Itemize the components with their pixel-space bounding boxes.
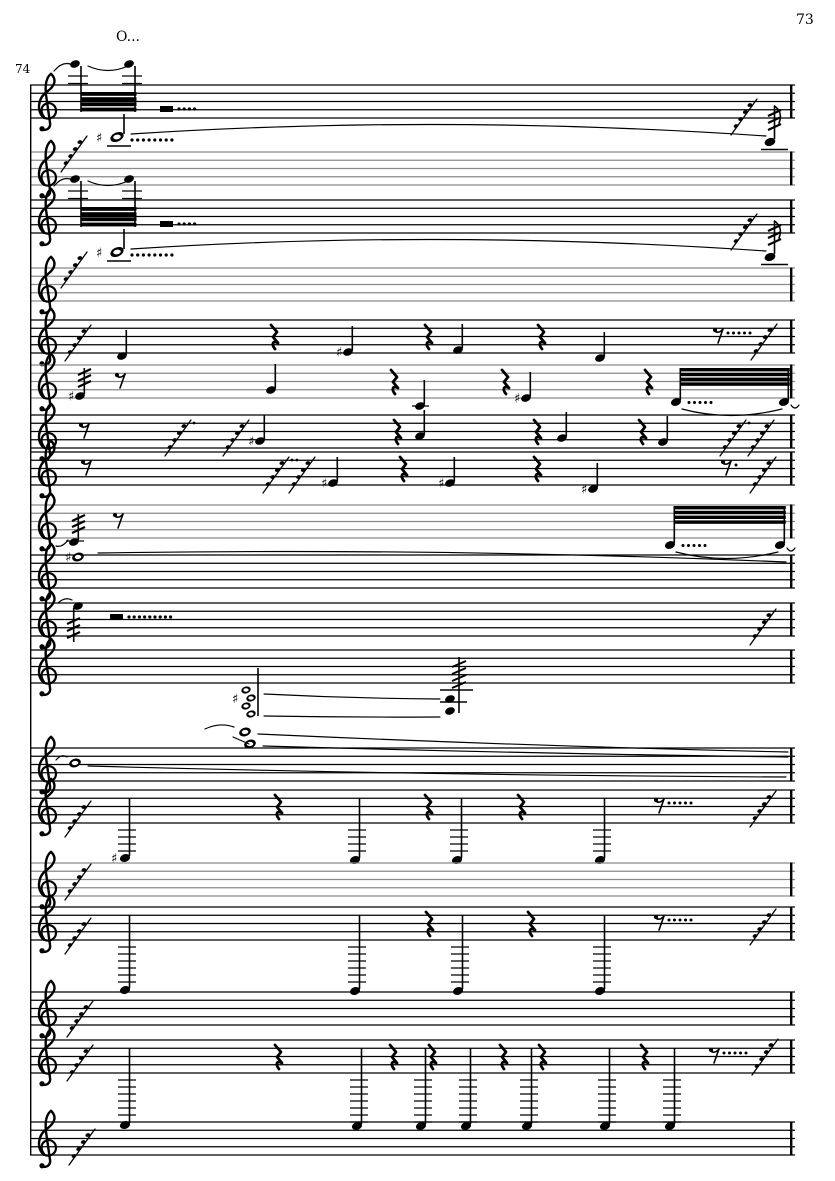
right-barline	[790, 555, 792, 589]
sharp-accidental: ♯	[514, 391, 521, 407]
phrase-end-tremolo-note	[731, 214, 788, 265]
staff-18	[30, 1029, 795, 1132]
sharp-accidental: ♯	[96, 131, 103, 146]
right-barline	[790, 907, 792, 941]
eighth-rest	[721, 460, 738, 475]
sharp-accidental: ♯	[336, 345, 343, 361]
low-cluster-note	[348, 798, 366, 865]
sharp-accidental: ♯	[68, 389, 75, 405]
low-cluster-note	[118, 1048, 136, 1130]
staff-7	[30, 404, 795, 462]
treble-clef-icon	[39, 141, 56, 199]
grace-run	[751, 324, 777, 360]
quarter-note	[321, 457, 339, 492]
multirest-abbreviation	[160, 221, 196, 227]
right-barline	[790, 415, 792, 449]
sharp-accidental: ♯	[111, 851, 118, 867]
phrase-end-tremolo-note	[731, 99, 788, 150]
low-cluster-note	[593, 915, 611, 996]
eighth-rest	[79, 423, 89, 438]
right-barline	[790, 85, 792, 119]
measure-number: 74	[15, 62, 31, 76]
system-barline	[30, 85, 31, 1155]
cluster-chord	[232, 668, 258, 719]
low-cluster-note	[451, 915, 469, 996]
right-barline	[790, 790, 792, 824]
low-cluster-note	[459, 1048, 477, 1131]
eighth-rest	[654, 798, 693, 813]
staff-14	[30, 779, 795, 867]
staff-12	[30, 639, 795, 757]
treble-clef-icon	[39, 779, 56, 837]
staff-16	[30, 896, 795, 997]
right-barline	[790, 863, 792, 897]
low-cluster-note	[520, 1048, 538, 1131]
treble-clef-icon	[39, 257, 56, 315]
quarter-note	[438, 457, 456, 492]
right-barline	[790, 200, 792, 234]
staff-10	[30, 544, 795, 602]
slur-line	[264, 694, 440, 699]
eighth-rest	[713, 328, 752, 343]
right-barline	[790, 992, 792, 1026]
quarter-note	[556, 412, 568, 443]
grace-run	[65, 864, 91, 900]
staff-9	[30, 494, 795, 559]
treble-clef-icon	[39, 1111, 56, 1169]
low-cluster-note	[350, 1048, 368, 1131]
grace-run	[61, 136, 87, 172]
tremolo-note	[66, 514, 85, 547]
low-cluster-note	[593, 798, 611, 865]
low-cluster-note	[598, 1048, 616, 1131]
slur-line	[258, 734, 788, 752]
slur-line	[88, 766, 786, 777]
staff-3	[30, 174, 795, 265]
right-barline	[790, 452, 792, 486]
staff-13	[30, 737, 795, 795]
treble-clef-icon	[39, 74, 56, 132]
right-barline	[790, 505, 792, 539]
eighth-rest	[113, 513, 123, 528]
right-barline	[790, 268, 792, 302]
quarter-note	[265, 364, 277, 395]
sharp-accidental: ♯	[232, 692, 239, 707]
grace-run	[720, 420, 750, 456]
grace-run	[750, 457, 776, 493]
slur-line	[264, 716, 440, 717]
eighth-rest	[115, 373, 125, 388]
staff-19	[30, 1111, 795, 1169]
grace-run	[748, 420, 774, 456]
beamed-tremolo-group	[670, 368, 799, 416]
grace-run	[67, 1045, 93, 1081]
staff-15	[30, 852, 795, 910]
staff-17	[30, 981, 795, 1039]
grace-run	[67, 1001, 93, 1037]
sharp-accidental: ♯	[96, 246, 103, 261]
treble-clef-icon	[39, 981, 56, 1039]
half-note-laissez-vibrer	[96, 229, 766, 261]
grace-run	[165, 420, 195, 456]
grace-run	[65, 325, 91, 361]
staff-1	[30, 59, 795, 150]
whole-note	[238, 726, 252, 738]
low-cluster-note	[663, 1048, 681, 1131]
staff-6	[30, 354, 799, 416]
right-barline	[790, 1122, 792, 1156]
tie	[54, 63, 70, 71]
right-barline	[790, 320, 792, 354]
low-cluster-note	[414, 1048, 432, 1131]
grace-run	[289, 457, 315, 493]
grace-run	[223, 420, 249, 456]
quarter-note	[336, 326, 354, 361]
half-note-laissez-vibrer	[96, 114, 766, 146]
staff-11	[30, 592, 795, 650]
staff-2	[30, 136, 795, 198]
sharp-accidental: ♯	[438, 476, 445, 492]
sharp-accidental: ♯	[248, 434, 255, 450]
tie	[58, 599, 72, 603]
tie	[205, 725, 234, 729]
right-barline	[790, 650, 792, 684]
whole-note	[68, 757, 82, 769]
quarter-note	[412, 380, 429, 411]
sharp-accidental: ♯	[321, 476, 328, 492]
right-barline	[790, 152, 792, 186]
staff-8	[30, 441, 795, 499]
grace-run	[750, 791, 776, 827]
quarter-note	[248, 415, 266, 450]
treble-clef-icon	[39, 544, 56, 602]
slur-line	[233, 737, 249, 744]
right-barline	[790, 1040, 792, 1074]
eighth-rest	[81, 460, 91, 475]
low-cluster-note	[111, 798, 136, 867]
right-barline	[790, 365, 792, 399]
low-cluster-note	[450, 798, 468, 865]
sharp-accidental: ♯	[65, 550, 72, 566]
sharp-accidental: ♯	[581, 482, 588, 498]
grace-run	[61, 252, 87, 288]
multirest-abbreviation	[160, 106, 196, 112]
staff-5	[30, 309, 795, 367]
eighth-rest	[654, 915, 693, 930]
page-number: 73	[796, 12, 814, 28]
beamed-tremolo-group	[664, 506, 795, 559]
vocal-syllable-text: O...	[116, 29, 141, 45]
low-cluster-note	[348, 915, 366, 996]
right-barline	[790, 748, 792, 782]
eighth-rest	[709, 1048, 748, 1063]
tremolo-cluster-chord	[440, 657, 473, 716]
staff-4	[30, 252, 795, 314]
low-cluster-note	[118, 915, 136, 995]
treble-clef-icon	[39, 494, 56, 552]
grace-run	[750, 609, 776, 645]
quarter-note	[116, 330, 128, 361]
right-barline	[790, 603, 792, 637]
